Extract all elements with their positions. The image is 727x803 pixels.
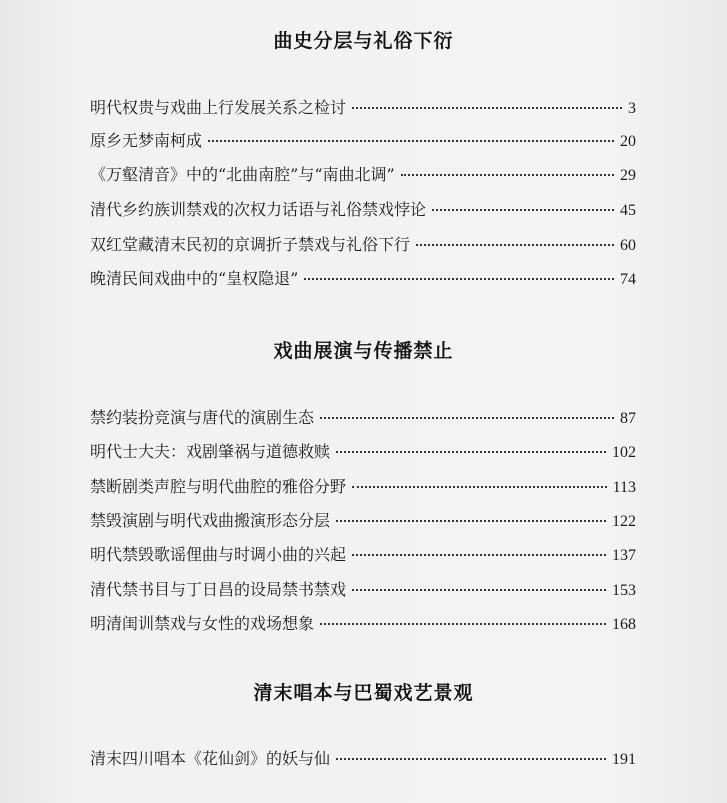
dot-leader — [336, 520, 606, 522]
dot-leader — [432, 209, 614, 211]
toc-entry[interactable] — [90, 508, 636, 532]
entry-title: 晚清民间戏曲中的“皇权隐退” — [90, 269, 299, 288]
page-number: 3 — [628, 100, 636, 117]
dot-leader — [401, 174, 614, 176]
entry-title: 双红堂藏清末民初的京调折子禁戏与礼俗下行 — [90, 235, 411, 254]
page-number: 74 — [620, 271, 636, 288]
page-number: 122 — [612, 513, 636, 530]
entry-title: 禁断剧类声腔与明代曲腔的雅俗分野 — [90, 477, 347, 496]
page-number: 87 — [620, 410, 636, 427]
page-number: 29 — [620, 167, 636, 184]
page-number: 168 — [612, 616, 636, 633]
toc-entry[interactable] — [90, 405, 636, 429]
entry-title: 清代乡约族训禁戏的次权力话语与礼俗禁戏悖论 — [90, 200, 427, 219]
toc-entry[interactable] — [90, 577, 636, 601]
section-title: 曲史分层与礼俗下衍 — [273, 30, 454, 52]
entry-title: 明代禁毁歌谣俚曲与时调小曲的兴起 — [90, 545, 347, 564]
toc-entry[interactable] — [90, 611, 636, 635]
entry-title: 清代禁书目与丁日昌的设局禁书禁戏 — [90, 580, 347, 599]
toc-entry[interactable] — [90, 266, 636, 290]
dot-leader — [304, 278, 614, 280]
page-number: 113 — [612, 479, 636, 496]
entry-title: 明代士大夫：戏剧肇祸与道德救赎 — [90, 442, 331, 461]
toc-entry[interactable] — [90, 474, 636, 498]
toc-entry[interactable] — [90, 439, 636, 463]
page-number: 153 — [612, 582, 636, 599]
dot-leader — [208, 140, 614, 142]
page-number: 45 — [620, 202, 636, 219]
toc-entry[interactable] — [90, 95, 636, 119]
page-number: 137 — [612, 547, 636, 564]
toc-entry[interactable] — [90, 232, 636, 256]
dot-leader — [352, 486, 607, 488]
dot-leader — [352, 554, 606, 556]
toc-entry[interactable] — [90, 197, 636, 221]
toc-entry[interactable] — [90, 746, 636, 770]
dot-leader — [320, 623, 606, 625]
entry-title: 明代权贵与戏曲上行发展关系之检讨 — [90, 98, 347, 117]
dot-leader — [336, 451, 606, 453]
page-number: 102 — [612, 444, 636, 461]
entry-title: 禁约装扮竞演与唐代的演剧生态 — [90, 408, 315, 427]
entry-title: 《万壑清音》中的“北曲南腔”与“南曲北调” — [90, 165, 395, 184]
toc-entry[interactable] — [90, 128, 636, 152]
page-number: 60 — [620, 237, 636, 254]
toc-entry[interactable] — [90, 542, 636, 566]
section-title: 清末唱本与巴蜀戏艺景观 — [253, 682, 474, 704]
dot-leader — [320, 417, 614, 419]
section-title: 戏曲展演与传播禁止 — [273, 340, 454, 362]
dot-leader — [336, 758, 606, 760]
entry-title: 明清闺训禁戏与女性的戏场想象 — [90, 614, 315, 633]
page-number: 191 — [612, 751, 636, 768]
dot-leader — [416, 244, 614, 246]
dot-leader — [352, 589, 606, 591]
entry-title: 清末四川唱本《花仙剑》的妖与仙 — [90, 749, 331, 768]
page-number: 20 — [620, 133, 636, 150]
dot-leader — [352, 107, 622, 109]
entry-title: 禁毁演剧与明代戏曲搬演形态分层 — [90, 511, 331, 530]
toc-entry[interactable] — [90, 162, 636, 186]
entry-title: 原乡无梦南柯成 — [90, 131, 203, 150]
